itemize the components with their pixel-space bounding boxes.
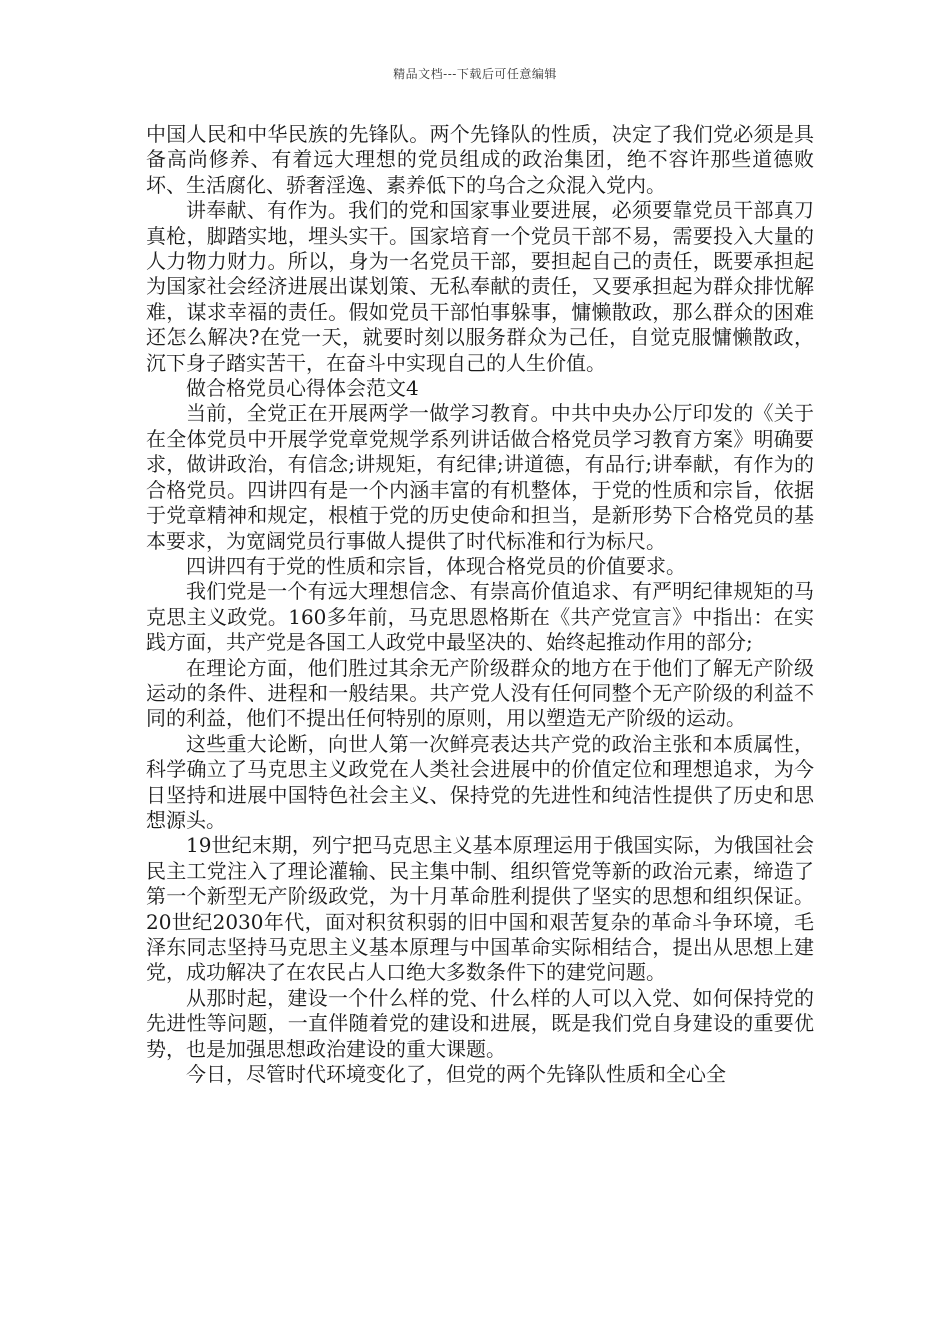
page-header: 精品文档---下载后可任意编辑 xyxy=(393,67,557,81)
paragraph: 这些重大论断，向世人第一次鲜亮表达共产党的政治主张和本质属性，科学确立了马克思主义政党在人类社会进展中的价值定位和理想追求，为今日坚持和进展中国特色社会主义、保持党的先进性和纯洁性提供了历史和思想源头。 xyxy=(146,731,814,832)
document-body xyxy=(146,122,814,1087)
paragraph: 我们党是一个有远大理想信念、有崇高价值追求、有严明纪律规矩的马克思主义政党。160多年前，马克思恩格斯在《共产党宣言》中指出：在实践方面，共产党是各国工人政党中最坚决的、始终起推动作用的部分; xyxy=(146,579,814,655)
paragraph: 中国人民和中华民族的先锋队。两个先锋队的性质，决定了我们党必须是具备高尚修养、有着远大理想的党员组成的政治集团，绝不容许那些道德败坏、生活腐化、骄奢淫逸、素养低下的乌合之众混入党内。 xyxy=(146,122,814,197)
paragraph: 讲奉献、有作为。我们的党和国家事业要进展，必须要靠党员干部真刀真枪，脚踏实地，埋头实干。国家培育一个党员干部不易，需要投入大量的人力物力财力。所以，身为一名党员干部，要担起自己的责任，既要承担起为国家社会经济进展出谋划策、无私奉献的责任，又要承担起为群众排忧解难，谋求幸福的责任。假如党员干部怕事躲事，慵懒散政，那么群众的困难还怎么解决?在党一天，就要时刻以服务群众为己任，自觉克服慵懒散政，沉下身子踏实苦干，在奋斗中实现自己的人生价值。 xyxy=(146,198,814,375)
paragraph: 当前，全党正在开展两学一做学习教育。中共中央办公厅印发的《关于在全体党员中开展学党章党规学系列讲话做合格党员学习教育方案》明确要求，做讲政治，有信念;讲规矩，有纪律;讲道德，有品行;讲奉献，有作为的合格党员。四讲四有是一个内涵丰富的有机整体，于党的性质和宗旨，依据于党章精神和规定，根植于党的历史使命和担当，是新形势下合格党员的基本要求，为宽阔党员行事做人提供了时代标准和行为标尺。 xyxy=(146,401,814,553)
section-heading: 做合格党员心得体会范文4 xyxy=(186,376,419,401)
paragraph: 从那时起，建设一个什么样的党、什么样的人可以入党、如何保持党的先进性等问题，一直伴随着党的建设和进展，既是我们党自身建设的重要优势，也是加强思想政治建设的重大课题。 xyxy=(146,985,814,1061)
paragraph: 19世纪末期，列宁把马克思主义基本原理运用于俄国实际，为俄国社会民主工党注入了理论灌输、民主集中制、组织管党等新的政治元素，缔造了第一个新型无产阶级政党，为十月革命胜利提供了坚实的思想和组织保证。20世纪2030年代，面对积贫积弱的旧中国和艰苦复杂的革命斗争环境，毛泽东同志坚持马克思主义基本原理与中国革命实际相结合，提出从思想上建党，成功解决了在农民占人口绝大多数条件下的建党问题。 xyxy=(146,833,814,985)
paragraph: 在理论方面，他们胜过其余无产阶级群众的地方在于他们了解无产阶级运动的条件、进程和一般结果。共产党人没有任何同整个无产阶级的利益不同的利益，他们不提出任何特别的原则，用以塑造无产阶级的运动。 xyxy=(146,655,814,731)
paragraph: 四讲四有于党的性质和宗旨，体现合格党员的价值要求。 xyxy=(186,553,686,578)
paragraph: 今日，尽管时代环境变化了，但党的两个先锋队性质和全心全 xyxy=(186,1062,726,1087)
